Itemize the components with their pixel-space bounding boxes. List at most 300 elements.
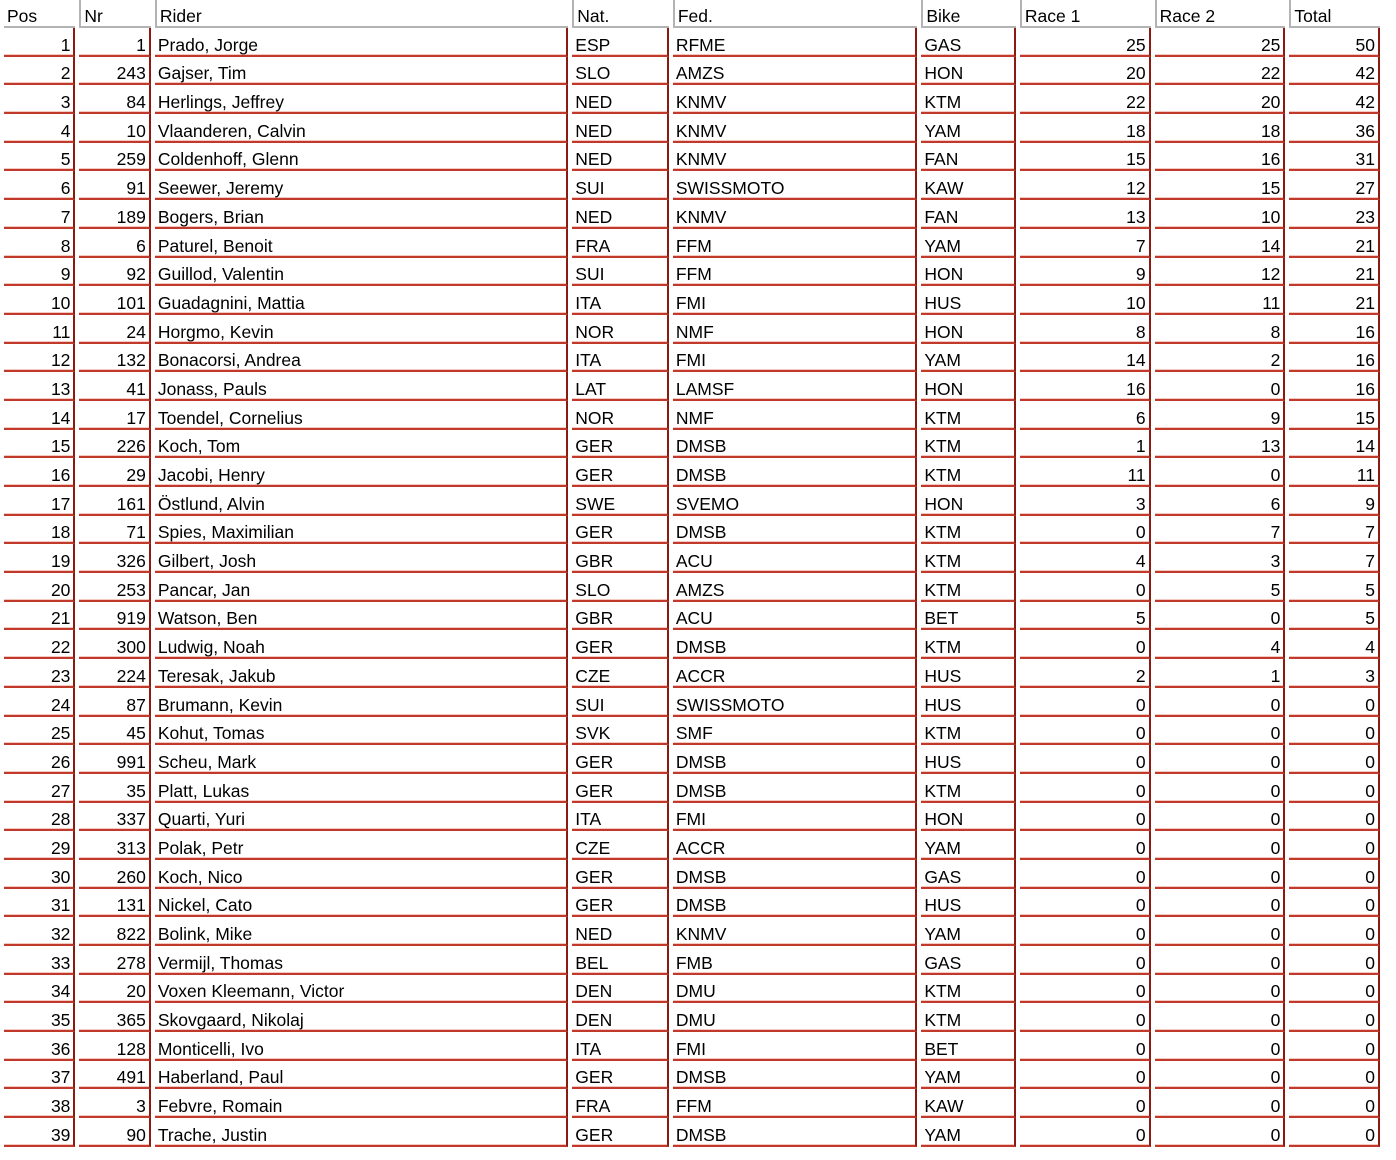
cell-rider: Östlund, Alvin <box>155 487 568 516</box>
cell-pos: 13 <box>4 372 75 401</box>
cell-nat: ESP <box>572 28 669 57</box>
cell-race2: 13 <box>1155 430 1286 459</box>
header-nr: Nr <box>79 0 150 28</box>
cell-pos: 1 <box>4 28 75 57</box>
cell-race1: 0 <box>1020 803 1151 832</box>
cell-total: 16 <box>1289 344 1380 373</box>
cell-bike: GAS <box>921 28 1016 57</box>
cell-race1: 0 <box>1020 1118 1151 1147</box>
table-row <box>4 544 1380 573</box>
cell-race1: 0 <box>1020 1003 1151 1032</box>
cell-nr: 45 <box>79 717 150 746</box>
cell-bike: YAM <box>921 917 1016 946</box>
cell-pos: 11 <box>4 315 75 344</box>
cell-race2: 0 <box>1155 372 1286 401</box>
cell-rider: Vermijl, Thomas <box>155 946 568 975</box>
cell-nat: NED <box>572 917 669 946</box>
table-row <box>4 28 1380 57</box>
cell-bike: KTM <box>921 458 1016 487</box>
cell-fed: FMI <box>673 286 917 315</box>
table-row <box>4 57 1380 86</box>
cell-race2: 0 <box>1155 1089 1286 1118</box>
cell-pos: 22 <box>4 630 75 659</box>
cell-race2: 0 <box>1155 745 1286 774</box>
cell-rider: Platt, Lukas <box>155 774 568 803</box>
cell-race2: 22 <box>1155 57 1286 86</box>
cell-rider: Quarti, Yuri <box>155 803 568 832</box>
cell-bike: YAM <box>921 344 1016 373</box>
cell-bike: HUS <box>921 688 1016 717</box>
cell-pos: 25 <box>4 717 75 746</box>
cell-rider: Bolink, Mike <box>155 917 568 946</box>
cell-total: 5 <box>1289 573 1380 602</box>
cell-fed: FFM <box>673 229 917 258</box>
cell-bike: FAN <box>921 143 1016 172</box>
cell-fed: KNMV <box>673 85 917 114</box>
cell-race2: 0 <box>1155 889 1286 918</box>
cell-nr: 337 <box>79 803 150 832</box>
cell-race1: 10 <box>1020 286 1151 315</box>
table-row <box>4 85 1380 114</box>
cell-race2: 12 <box>1155 258 1286 287</box>
cell-race1: 4 <box>1020 544 1151 573</box>
cell-race2: 7 <box>1155 516 1286 545</box>
cell-rider: Haberland, Paul <box>155 1061 568 1090</box>
cell-nr: 3 <box>79 1089 150 1118</box>
cell-pos: 6 <box>4 171 75 200</box>
cell-rider: Koch, Tom <box>155 430 568 459</box>
table-row <box>4 458 1380 487</box>
cell-bike: BET <box>921 602 1016 631</box>
cell-fed: FMI <box>673 803 917 832</box>
cell-total: 5 <box>1289 602 1380 631</box>
cell-nat: ITA <box>572 803 669 832</box>
cell-fed: DMSB <box>673 430 917 459</box>
cell-fed: DMSB <box>673 1061 917 1090</box>
cell-rider: Spies, Maximilian <box>155 516 568 545</box>
cell-race1: 0 <box>1020 516 1151 545</box>
cell-pos: 14 <box>4 401 75 430</box>
cell-pos: 10 <box>4 286 75 315</box>
table-row <box>4 659 1380 688</box>
cell-rider: Vlaanderen, Calvin <box>155 114 568 143</box>
cell-bike: HON <box>921 487 1016 516</box>
cell-bike: HON <box>921 315 1016 344</box>
cell-race1: 6 <box>1020 401 1151 430</box>
cell-total: 0 <box>1289 831 1380 860</box>
cell-nr: 365 <box>79 1003 150 1032</box>
cell-rider: Monticelli, Ivo <box>155 1032 568 1061</box>
cell-fed: KNMV <box>673 200 917 229</box>
cell-nat: FRA <box>572 229 669 258</box>
cell-nr: 226 <box>79 430 150 459</box>
cell-nr: 189 <box>79 200 150 229</box>
cell-race2: 0 <box>1155 688 1286 717</box>
table-row <box>4 1089 1380 1118</box>
cell-pos: 26 <box>4 745 75 774</box>
cell-total: 0 <box>1289 946 1380 975</box>
cell-nat: SWE <box>572 487 669 516</box>
cell-rider: Pancar, Jan <box>155 573 568 602</box>
cell-nat: GER <box>572 774 669 803</box>
header-row <box>4 0 1380 28</box>
cell-total: 0 <box>1289 1089 1380 1118</box>
cell-pos: 36 <box>4 1032 75 1061</box>
cell-nat: GER <box>572 1061 669 1090</box>
cell-pos: 8 <box>4 229 75 258</box>
cell-nr: 132 <box>79 344 150 373</box>
cell-nat: ITA <box>572 1032 669 1061</box>
cell-race1: 7 <box>1020 229 1151 258</box>
cell-bike: KTM <box>921 717 1016 746</box>
cell-nr: 253 <box>79 573 150 602</box>
cell-race2: 6 <box>1155 487 1286 516</box>
cell-nat: GER <box>572 430 669 459</box>
cell-race1: 20 <box>1020 57 1151 86</box>
cell-race1: 14 <box>1020 344 1151 373</box>
cell-total: 0 <box>1289 1061 1380 1090</box>
cell-race2: 0 <box>1155 1061 1286 1090</box>
cell-bike: HON <box>921 57 1016 86</box>
cell-nat: CZE <box>572 831 669 860</box>
cell-total: 27 <box>1289 171 1380 200</box>
cell-nat: DEN <box>572 1003 669 1032</box>
cell-nr: 101 <box>79 286 150 315</box>
cell-race2: 15 <box>1155 171 1286 200</box>
table-row <box>4 573 1380 602</box>
table-row <box>4 889 1380 918</box>
cell-bike: HUS <box>921 889 1016 918</box>
header-nat: Nat. <box>572 0 669 28</box>
cell-bike: HON <box>921 258 1016 287</box>
cell-pos: 23 <box>4 659 75 688</box>
cell-nr: 313 <box>79 831 150 860</box>
cell-race2: 3 <box>1155 544 1286 573</box>
cell-bike: HUS <box>921 659 1016 688</box>
table-row <box>4 745 1380 774</box>
cell-fed: KNMV <box>673 917 917 946</box>
cell-pos: 15 <box>4 430 75 459</box>
cell-rider: Toendel, Cornelius <box>155 401 568 430</box>
cell-race1: 0 <box>1020 630 1151 659</box>
cell-rider: Ludwig, Noah <box>155 630 568 659</box>
cell-race1: 25 <box>1020 28 1151 57</box>
cell-fed: LAMSF <box>673 372 917 401</box>
cell-fed: FMI <box>673 1032 917 1061</box>
cell-bike: KTM <box>921 573 1016 602</box>
cell-total: 0 <box>1289 889 1380 918</box>
cell-rider: Skovgaard, Nikolaj <box>155 1003 568 1032</box>
cell-pos: 30 <box>4 860 75 889</box>
cell-nat: SUI <box>572 171 669 200</box>
cell-nr: 87 <box>79 688 150 717</box>
cell-race1: 9 <box>1020 258 1151 287</box>
cell-race1: 0 <box>1020 688 1151 717</box>
cell-total: 31 <box>1289 143 1380 172</box>
cell-pos: 34 <box>4 975 75 1004</box>
cell-rider: Prado, Jorge <box>155 28 568 57</box>
table-row <box>4 516 1380 545</box>
cell-race2: 0 <box>1155 602 1286 631</box>
table-row <box>4 803 1380 832</box>
cell-pos: 19 <box>4 544 75 573</box>
cell-nr: 822 <box>79 917 150 946</box>
cell-nr: 20 <box>79 975 150 1004</box>
cell-nr: 128 <box>79 1032 150 1061</box>
cell-nr: 278 <box>79 946 150 975</box>
cell-rider: Koch, Nico <box>155 860 568 889</box>
cell-fed: ACCR <box>673 659 917 688</box>
cell-nr: 17 <box>79 401 150 430</box>
cell-total: 0 <box>1289 688 1380 717</box>
cell-fed: AMZS <box>673 573 917 602</box>
cell-total: 16 <box>1289 372 1380 401</box>
cell-rider: Trache, Justin <box>155 1118 568 1147</box>
cell-race2: 0 <box>1155 975 1286 1004</box>
cell-rider: Herlings, Jeffrey <box>155 85 568 114</box>
cell-nat: LAT <box>572 372 669 401</box>
cell-rider: Coldenhoff, Glenn <box>155 143 568 172</box>
cell-rider: Voxen Kleemann, Victor <box>155 975 568 1004</box>
cell-fed: DMSB <box>673 458 917 487</box>
header-race2: Race 2 <box>1155 0 1286 28</box>
cell-fed: SWISSMOTO <box>673 171 917 200</box>
cell-total: 0 <box>1289 860 1380 889</box>
cell-rider: Gajser, Tim <box>155 57 568 86</box>
cell-rider: Jonass, Pauls <box>155 372 568 401</box>
cell-pos: 5 <box>4 143 75 172</box>
cell-pos: 9 <box>4 258 75 287</box>
cell-total: 21 <box>1289 286 1380 315</box>
cell-race2: 0 <box>1155 917 1286 946</box>
table-row <box>4 143 1380 172</box>
cell-race1: 0 <box>1020 946 1151 975</box>
cell-rider: Bogers, Brian <box>155 200 568 229</box>
cell-pos: 4 <box>4 114 75 143</box>
cell-race1: 0 <box>1020 889 1151 918</box>
header-fed: Fed. <box>673 0 917 28</box>
cell-nat: FRA <box>572 1089 669 1118</box>
cell-bike: FAN <box>921 200 1016 229</box>
cell-race2: 0 <box>1155 1118 1286 1147</box>
cell-total: 0 <box>1289 1003 1380 1032</box>
cell-bike: YAM <box>921 114 1016 143</box>
table-row <box>4 831 1380 860</box>
cell-fed: DMSB <box>673 774 917 803</box>
cell-race2: 25 <box>1155 28 1286 57</box>
cell-rider: Teresak, Jakub <box>155 659 568 688</box>
cell-fed: DMU <box>673 1003 917 1032</box>
cell-rider: Brumann, Kevin <box>155 688 568 717</box>
cell-rider: Watson, Ben <box>155 602 568 631</box>
cell-bike: KTM <box>921 544 1016 573</box>
cell-pos: 16 <box>4 458 75 487</box>
cell-nr: 326 <box>79 544 150 573</box>
cell-bike: HUS <box>921 745 1016 774</box>
header-bike: Bike <box>921 0 1016 28</box>
cell-nat: NED <box>572 143 669 172</box>
cell-total: 0 <box>1289 1032 1380 1061</box>
cell-race2: 11 <box>1155 286 1286 315</box>
table-row <box>4 1118 1380 1147</box>
cell-fed: SMF <box>673 717 917 746</box>
cell-race2: 0 <box>1155 946 1286 975</box>
cell-race1: 0 <box>1020 917 1151 946</box>
cell-race2: 2 <box>1155 344 1286 373</box>
cell-bike: KTM <box>921 774 1016 803</box>
cell-race2: 20 <box>1155 85 1286 114</box>
cell-total: 42 <box>1289 85 1380 114</box>
cell-nat: ITA <box>572 286 669 315</box>
cell-race2: 8 <box>1155 315 1286 344</box>
cell-total: 16 <box>1289 315 1380 344</box>
cell-race1: 2 <box>1020 659 1151 688</box>
cell-race2: 4 <box>1155 630 1286 659</box>
cell-rider: Jacobi, Henry <box>155 458 568 487</box>
cell-rider: Scheu, Mark <box>155 745 568 774</box>
cell-nat: ITA <box>572 344 669 373</box>
cell-bike: KTM <box>921 630 1016 659</box>
cell-bike: KTM <box>921 516 1016 545</box>
cell-fed: DMSB <box>673 516 917 545</box>
cell-fed: ACU <box>673 602 917 631</box>
cell-total: 3 <box>1289 659 1380 688</box>
cell-rider: Seewer, Jeremy <box>155 171 568 200</box>
cell-race1: 3 <box>1020 487 1151 516</box>
cell-race2: 0 <box>1155 803 1286 832</box>
cell-nat: GER <box>572 516 669 545</box>
header-pos: Pos <box>4 0 75 28</box>
cell-nat: GER <box>572 860 669 889</box>
cell-race2: 5 <box>1155 573 1286 602</box>
cell-total: 15 <box>1289 401 1380 430</box>
cell-total: 7 <box>1289 544 1380 573</box>
cell-race1: 0 <box>1020 831 1151 860</box>
cell-fed: DMSB <box>673 1118 917 1147</box>
cell-pos: 37 <box>4 1061 75 1090</box>
cell-pos: 21 <box>4 602 75 631</box>
cell-nat: SVK <box>572 717 669 746</box>
cell-pos: 7 <box>4 200 75 229</box>
cell-rider: Horgmo, Kevin <box>155 315 568 344</box>
cell-total: 0 <box>1289 1118 1380 1147</box>
cell-bike: KAW <box>921 1089 1016 1118</box>
cell-bike: HON <box>921 372 1016 401</box>
cell-race1: 0 <box>1020 774 1151 803</box>
cell-nat: GER <box>572 458 669 487</box>
cell-fed: FFM <box>673 1089 917 1118</box>
cell-nat: GER <box>572 630 669 659</box>
cell-nat: NOR <box>572 315 669 344</box>
cell-pos: 24 <box>4 688 75 717</box>
cell-nr: 161 <box>79 487 150 516</box>
cell-bike: KTM <box>921 401 1016 430</box>
cell-nr: 29 <box>79 458 150 487</box>
cell-nat: CZE <box>572 659 669 688</box>
cell-nat: NED <box>572 85 669 114</box>
cell-race2: 0 <box>1155 458 1286 487</box>
cell-bike: YAM <box>921 1061 1016 1090</box>
cell-nr: 491 <box>79 1061 150 1090</box>
cell-fed: KNMV <box>673 114 917 143</box>
table-row <box>4 315 1380 344</box>
table-row <box>4 688 1380 717</box>
cell-nr: 259 <box>79 143 150 172</box>
cell-fed: FMI <box>673 344 917 373</box>
table-row <box>4 344 1380 373</box>
cell-fed: ACCR <box>673 831 917 860</box>
cell-pos: 18 <box>4 516 75 545</box>
cell-pos: 38 <box>4 1089 75 1118</box>
cell-bike: GAS <box>921 946 1016 975</box>
cell-nat: SLO <box>572 57 669 86</box>
cell-bike: HUS <box>921 286 1016 315</box>
table-row <box>4 286 1380 315</box>
cell-bike: YAM <box>921 831 1016 860</box>
cell-nat: SLO <box>572 573 669 602</box>
cell-total: 36 <box>1289 114 1380 143</box>
cell-race2: 0 <box>1155 831 1286 860</box>
cell-pos: 32 <box>4 917 75 946</box>
cell-total: 50 <box>1289 28 1380 57</box>
cell-nr: 35 <box>79 774 150 803</box>
cell-nr: 92 <box>79 258 150 287</box>
cell-race1: 5 <box>1020 602 1151 631</box>
cell-nr: 90 <box>79 1118 150 1147</box>
cell-nr: 991 <box>79 745 150 774</box>
header-race1: Race 1 <box>1020 0 1151 28</box>
cell-nr: 300 <box>79 630 150 659</box>
table-row <box>4 975 1380 1004</box>
cell-pos: 35 <box>4 1003 75 1032</box>
cell-nr: 71 <box>79 516 150 545</box>
cell-nat: NED <box>572 114 669 143</box>
cell-nr: 919 <box>79 602 150 631</box>
cell-race2: 9 <box>1155 401 1286 430</box>
cell-race1: 12 <box>1020 171 1151 200</box>
cell-rider: Nickel, Cato <box>155 889 568 918</box>
results-body <box>4 28 1380 1147</box>
cell-race2: 1 <box>1155 659 1286 688</box>
cell-pos: 29 <box>4 831 75 860</box>
cell-fed: NMF <box>673 401 917 430</box>
cell-pos: 12 <box>4 344 75 373</box>
table-row <box>4 200 1380 229</box>
cell-nr: 243 <box>79 57 150 86</box>
cell-pos: 20 <box>4 573 75 602</box>
cell-rider: Polak, Petr <box>155 831 568 860</box>
cell-race1: 0 <box>1020 975 1151 1004</box>
cell-bike: KTM <box>921 85 1016 114</box>
table-row <box>4 1003 1380 1032</box>
cell-fed: FMB <box>673 946 917 975</box>
cell-race2: 10 <box>1155 200 1286 229</box>
cell-race2: 16 <box>1155 143 1286 172</box>
cell-nat: GER <box>572 745 669 774</box>
table-row <box>4 258 1380 287</box>
cell-fed: AMZS <box>673 57 917 86</box>
cell-fed: DMSB <box>673 860 917 889</box>
table-row <box>4 774 1380 803</box>
cell-nat: BEL <box>572 946 669 975</box>
cell-pos: 2 <box>4 57 75 86</box>
cell-nat: NOR <box>572 401 669 430</box>
cell-fed: DMSB <box>673 630 917 659</box>
cell-race1: 8 <box>1020 315 1151 344</box>
cell-fed: FFM <box>673 258 917 287</box>
table-row <box>4 602 1380 631</box>
cell-nat: GER <box>572 889 669 918</box>
